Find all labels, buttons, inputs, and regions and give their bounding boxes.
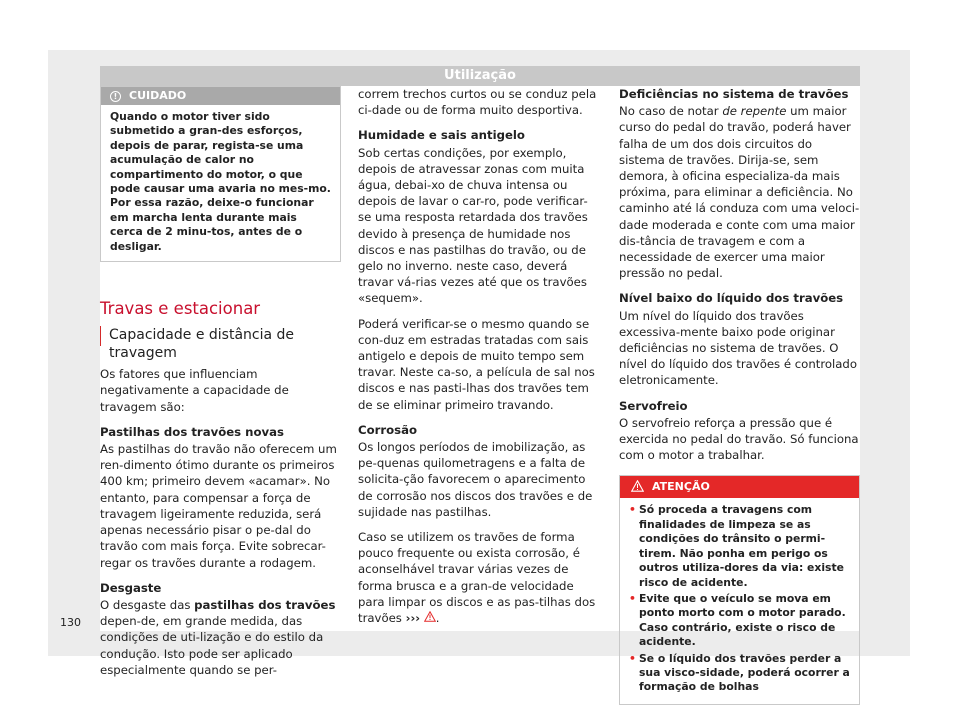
wear-paragraph xyxy=(100,597,341,678)
caution-label: CUIDADO xyxy=(129,89,187,102)
warning-box xyxy=(619,475,860,704)
warning-item xyxy=(629,503,850,589)
warning-item-text: Evite que o veículo se mova em ponto morto com o motor parado. Caso contrário, existe o risco de acidente. xyxy=(639,591,846,649)
wear-text-a: O desgaste das xyxy=(100,597,195,612)
deficiency-emphasis: de repente xyxy=(722,104,787,119)
wear-text-bold: pastilhas dos travões xyxy=(194,597,336,612)
section-title: Travas e estacionar xyxy=(100,299,261,319)
page-content xyxy=(100,86,860,694)
deficiency-text-b: um maior curso do pedal do travão, poderá haver falha de um dos dois circuitos do sistema de travões. Dirija-se, sem demora, à oficina especializa-da mais próxima, para eliminar a deficiência. No caminho até lá conduza com uma veloci-dade moderada e conte com uma maior dis-tância de travagem e com a necessidade de exercer uma maior pressão no pedal. xyxy=(619,104,860,281)
deficiency-text-a: No caso de notar xyxy=(619,104,723,119)
pads-heading: Pastilhas dos travões novas xyxy=(100,424,284,439)
corrosion-paragraph: Os longos períodos de imobilização, as pe-quenas quilometragens e a falta de solicita-ção favorecem o aparecimento de corrosão nos discos dos travões e de sujidade nas pastilhas. xyxy=(358,440,593,519)
page-number: 130 xyxy=(60,616,81,629)
humidity-paragraph: Sob certas condições, por exemplo, depois de atravessar zonas com muita água, debai-xo de chuva intensa ou depois de lavar o car-ro, pode verificar-se uma resposta retardada dos travões devido à presença de humidade nos discos e nas pastilhas do travão, ou de gelo no inverno. neste caso, deverá travar vá-rias vezes até que os travões «sequem». xyxy=(358,145,588,306)
warning-item-text: Só proceda a travagens com finalidades de limpeza se as condições do trânsito o permi-tirem. Não ponha em perigo os outros utiliza-dores da via: existe risco de acidente. xyxy=(639,503,844,589)
intro-paragraph: Os fatores que influenciam negativamente a capacidade de travagem são: xyxy=(100,367,289,414)
fluid-heading: Nível baixo do líquido dos travões xyxy=(619,291,844,306)
running-header: Utilização xyxy=(100,66,860,86)
avoid-text: Caso se utilizem os travões de forma pouco frequente ou exista corrosão, é aconselhável travar várias vezes de forma brusca e a gran-de velocidade para limpar os discos e as pas-tilhas dos travões xyxy=(358,530,596,626)
servo-paragraph: O servofreio reforça a pressão que é exercida no pedal do travão. Só funciona com o motor a trabalhar. xyxy=(619,415,859,463)
column-1 xyxy=(100,86,341,678)
cross-reference-arrows[interactable]: ››› xyxy=(405,611,421,626)
caution-header xyxy=(101,87,340,105)
corrosion-heading: Corrosão xyxy=(358,422,418,437)
caution-text: Quando o motor tiver sido submetido a gran-des esforços, depois de parar, regista-se uma acumulação de calor no compartimento do motor, o que pode causar uma avaria no mes-mo. Por essa razão, deixe-o funcionar em marcha lenta durante mais cerca de 2 minu-tos, antes de o desligar. xyxy=(110,110,331,253)
warning-header xyxy=(620,476,859,498)
bullet-icon: • xyxy=(629,591,636,605)
continued-paragraph: correm trechos curtos ou se conduz pela ci-dade ou de forma muito desportiva. xyxy=(358,87,597,118)
column-2 xyxy=(358,86,599,626)
bullet-icon: • xyxy=(629,503,636,517)
warning-body xyxy=(620,498,859,703)
pads-paragraph: As pastilhas do travão não oferecem um ren-dimento ótimo durante os primeiros 400 km; primeiro devem «acamar». No entanto, para compensar a força de travagem ligeiramente reduzida, será apenas necessário pisar o pe-dal do travão com mais força. Evite sobrecar-regar os travões durante a rodagem. xyxy=(100,442,337,570)
salt-paragraph: Poderá verificar-se o mesmo quando se con-duz em estradas tratadas com sais antigelo e depois de muito tempo sem travar. Neste ca-so, a película de sal nos discos e nas pasti-lhas dos travões tem de se eliminar primeiro travando. xyxy=(358,316,595,412)
warning-item xyxy=(629,652,850,695)
warning-item-text: Se o líquido dos travões perder a sua visco-sidade, poderá ocorrer a formação de bolhas xyxy=(639,651,850,694)
servo-heading: Servofreio xyxy=(619,398,688,413)
column-3 xyxy=(619,86,860,705)
avoid-end: . xyxy=(435,611,440,626)
deficiency-paragraph xyxy=(619,103,860,281)
deficiency-heading: Deficiências no sistema de travões xyxy=(619,87,849,101)
avoid-paragraph xyxy=(358,529,599,626)
warning-item xyxy=(629,592,850,650)
subsection-title: Capacidade e distância de travagem xyxy=(100,326,341,346)
warning-triangle-icon[interactable] xyxy=(424,611,436,625)
info-circle-icon: ! xyxy=(110,91,121,102)
fluid-paragraph: Um nível do líquido dos travões excessiva-mente baixo pode originar deficiências no sistema de travões. O nível do líquido dos travões é controlado eletronicamente. xyxy=(619,308,857,388)
wear-text-b: depen-de, em grande medida, das condições de uti-lização e do estilo da condução. Isto pode ser aplicado especialmente quando se per- xyxy=(100,614,324,677)
warning-triangle-icon xyxy=(631,480,644,494)
warning-label: ATENÇÃO xyxy=(652,480,710,494)
bullet-icon: • xyxy=(629,651,636,665)
caution-box xyxy=(100,86,341,262)
wear-heading: Desgaste xyxy=(100,580,162,595)
humidity-heading: Humidade e sais antigelo xyxy=(358,128,525,143)
